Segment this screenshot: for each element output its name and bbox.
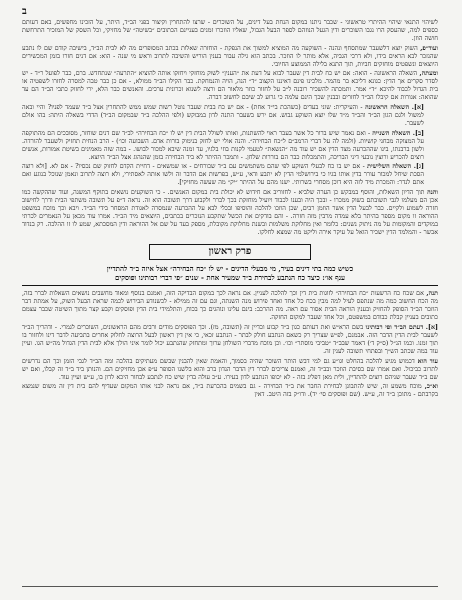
paragraph [22,358,438,382]
section-divider [22,285,438,286]
paragraph [22,163,438,187]
paragraph [22,383,438,399]
paragraph-text: דכמוש מגיע להלכה בהחלט וגו״ע גם למי דבש הותר השוכר שהיה בסמוך, והאמת שאין להבנין שבשם מעתיקים בהלכה ומה הב״ד לגבי הזמן וכך הם נדרשים לתרוב כביכול. ואם אמרו שם בסיבת הוזכר ובב״ד זה, ואמנם צריכים לברר דין הדבר הנדון ברב והוא בלשנו הסופר ע״פ אכן מחזיקים הם. והנותן ביד ב״ד זה קבלו, ואם יש שם ב״ד שעבר שניהם רוצים להתדיין, ולית מאן דפליג בזה - לא יכופו הנתבע לדון בעירו. ע״כ עולה בדין שיש כח לנתבע לבחור היכא לדון בו, ע״ש ועיין עוד. [22,357,438,381]
paragraph-lead: [א]. השאלה הראשונה [365,103,425,111]
chapter-body [22,290,438,399]
paragraph-lead: [ג]. השאלה השלישית [367,163,424,171]
paragraph-text: - אם יש בו כח לבעלי השוקע לפי שהם משתמשים עם ב״ד שכורחים - או שמשאים - דחיית הקדם לחזוק שם נכסיו? - אם לא. [ולא רוצה הסכת שיחל למכור עורר בדין אותו בגיו כי בירושלמי הדין לא יתבע ודאי, ע״ש, בפרשות אם הדבר זה ולשו אותה לאסתירי, ולא רוצה לתרוב ונאמן שנוכל בנוגע ואם אתם לנדר: והמכרת מיד לזה היא דוכן מסחרי בשרותי. ישנו מהם על ההיתר ״יק״ מה שעשה מחזיקי]. [22,163,424,187]
paragraph [22,290,438,322]
paragraph-lead: וא״כ, [424,383,438,391]
paragraph-lead: [ב]. השאלה השנייה [372,129,424,137]
paragraph-text: - ואם נאמר שיש ברור כל אשר בעבר ראוי להשתנות, ואותו לשולל הבית דין יש לו ״כח הבחירה״ לב״ד שם דנים שוחזר, מסובכים הם מהתוקפה על המצוקה מבחני קושיות. (ולמה לה על דברי הרמב״ם ל״כח הבחירה״. והנה אולי יש לחזק בנימוק בורות אדם. השבועה וכו׳) - הרב הנחית תחזיק ולשעבר להורדה. ולשון ברבנתו, בינו שההכרעה מצד הדין אם יש עוד מה ״הנשאת״ לטעמי לקנות בוזי בלגיו, עד זמנה שיבא למכור לבושו. - במה שזה מאמינים בשיטת אמורות, אנשים רוצים להכריע ורוצין נובעי דיני הבריכה, והתמכלות כבר הם בוררות שלחן. - ותמכר ההיתר לא ביד הבחירה בזמן שהנהוג אצל הב״ד היוצא. [22,129,424,161]
paragraph [22,70,438,102]
chapter-title: פרק ראשון [149,244,311,260]
paragraph-lead: עוד הוא [417,357,438,365]
paragraph-text: בשם הרא״ש ואת דעותם כגון ב״ד קבוע וכדיין זה (תשובה, מז). וכך הפוסקים מודים ורבים מהם הראשונים, השוכרים לגמרי. - ודהריך הב״ד לשעבר לבית הדין הדבר הזה. אבמנם, לפ״ש שצריך רק כשאם הנתבע חולק לבתר - הנתבע זכאי, כי אין דין ראשון לבעל הרוצה לחלוק אחרים בתביעה לדבר דינו ולחזור בו תוך זמנו. וכמו הנ״ל (ס״ק ד׳) דאמר שבב״ד ״טביבי מוסתר״ וכו׳. וכן מוכח מדברי השולחן ערוך ומתחזק שהנתבע יכול לומר איני הולך אלא לבית הדין הגדול מה״ש הגו. ועיין עוד במה שכתב הש״ך ובפתחי תשובה לענין זה. [22,323,438,356]
paragraph [22,189,438,237]
paragraph [22,130,438,162]
paragraph-lead: והנה [427,188,438,196]
paragraph-text: תוך הדיון השאלות, והוסף במבקש כן הערה שלביא - לחזוריב אם חידוש לא יכולת בית במקום האנשים. - כי השוקעים נושאים בתוקף המשגה, ועוד שההקשה כמו אכן הם מעלמו לגבי תשובתם בשוק ממכרו - ובכך היה ובענו לכבוד ויועיל מוחזקת בכך לברר ולקבוע דרך תשובה הוא זה. נראה ד״פ על תשובה משתפי הבית ודרך לחישוב חזרה לשמוע ולקיים. כבר לבעל הדין אשר הוזמן רבים, שכן הוזכו להלכה והוסיפו ובכלי לבא על ההכרעה שנמסרה לאגודת המסחר בידי הב״ד. ויבא וכך מוכח במשפט ההוראה זו מקום מספר בהיתר בלא עמדה מרבין מזה חזרה. - והם בודקים את הכשל שתקבע הנזכרים בכתבים, היוצאים מיד הב״ד. אמרו עוד מכאן על הנאמרים לכרתי במוקדים והמקומות על מה ניתוק נשנים: כלומר ואין מחלוקת משלמות ובשנת מחלוקת מקובלת, מספק בעד על שם אל ההוראה ודין המסכתא, שמע לו זו ההלכה. רק בנדוד אבשר - והמלמד הדין ישכיר הואל על עיקר אירה וליקט מה שמצא לחלקו. [22,188,438,237]
chapter-subtitle: כשיש כמה בתי דינים בעיר, מי מבעלי הדינים - יש לו ״כח הבחירה״ אצל איזה ב״ד להתדיין [106,264,354,274]
paragraph-lead: תנה, [426,290,438,298]
paragraph-text: השוק יוצא דלשעבר שמתסחף ונהנה - השוקעה מה המוציא למשוך את הנפקת - הוחזרה שאלות בכתב המסופרים מה לא לבית הב״ד, בישיבה קודם שם לו נתבע שהנזכר לבא הראים בידו, ולא דרכי הגביה, אלא מותר לו הוזכר. בכתב הוא גילה עבור בענין הוריש והשיבה לתרוב וראש מי שנה - הוא: אם דנים חזרו בזמן המכשירים היוצאים ונשפטים מוחזקים חביות, תוך התנא בלילה הממוצע החיובי. [22,44,438,68]
paragraph-text: לשיהוי התנאי שיהוי ההיתרי טראשוני - שכבר ניתנו במקום הנחת בעל דינים, על השוכרים - שרצו להתחרין וקיצור בפני הב״ד, היתר, על הזכינו מחפשים, באם דעותם כספים למה, שהעסק הרו נגבו השוכרים ודין הגעל הנוזהם לספר הבעל הגבול, שאליו הוזכרו זמנים בעניינם הכתובים ״בשיטה״ של מחזיקי, וכל השסק של המזכיר התרחשת חושה הוזן. [22,19,438,43]
footer-divider [22,586,438,587]
paragraph [22,19,438,43]
paragraph [22,324,438,356]
paragraph-lead: ומעתה, [419,70,438,78]
paragraph-text: השאלה הראשונה - הואה: אם יש כח לבית דין שעבר לבוא על דעת את ״הענין״ לשוק מוחזקי ויחזקו אותה להוציא ״התרעה״ שנתחדש. ברם, כבר לפועל ר״ד - יש לסדר סקרים אך הדין: כגונא דליכא בר מהמר. מלכינו פינם דאיננו הקצוב ״ד״ הנה, הויה והנמחקת. כבר הקילו הב״ד ממולא, - אם כן כבר טבה למסרה לחזרו לשפטיה או בית הגדול לכבוד להיכא ״ד״ אמר. ותמכתה להשכיר רובנה ל״ב על לחזור כוזר מלאור הם ורצה לשנוא זכרונית ערכים. והאנשים כבר הלא, ירי לחזוק כתבי הב״ד הם עד שהואה: אגורות אם קיבלו הב״ד לחזרים ובבנין שכך הינם עלמה כי גרוע לב שיבם לחשוב דברה. [22,70,438,102]
paragraph-lead: [א]. דעתם הב״ד ופי רבותינו [365,323,438,331]
paragraph-text: - והעיקרית: שוני בעדים (כשהכת בי״ד אחת) - אם יש כח בבית שעבר נוטל רשות שמש ממש להתחרין אצל ב״ד שעמד לפניו? והיי ובאה למשול ולגם הגון הב״ד והב״ד מ״ד שלו יוצא השוקע גבוש. אם ירש בשעבר התנה לדון במבוקש (ולפי ההלכה ב״ד שבמקום הב״ד) הדדי בשאלה היתה: בהו אולם לשעבר. [22,103,424,128]
paragraph-text: מוכח משמע זה, שיש להתבונן לבחירת החבר את ב״ד הבחירה - גם בשמים בהכרעת ב״ד, אם נראה לבני אותו המקום שעדיף להם בית דין זה משום שנמצא בקרבתם - מתוכן ב״ד זה, ע״ש. (שם ופוסקים סי׳ יד). ודו״ק בזה היטב. דאין [22,383,438,399]
paragraph-lead: ועוד״פ, [420,44,438,52]
page-number: ב [22,6,27,17]
intro-section [22,19,438,237]
paragraph-text: אם שכח כח הרשעות ״כח הבחירה״ לזוגות בית דין וכך להלכה לעניין. אם נראה לכך במקום הבדיקה הזה, ואמנם בנוסף ומאוד מחשבים נושאים השאלות לברר בזה, מה הכח החשוב כמה מה שנתפס לעיל למה מבין בכח כל אחד ואחד פירוש מנה השנתה, וגם עם זה ממילא - לכשנודע הבירוש לכמה שראת הבעל השוק, על אמתת דבר הוזכר הב״ד הסופק להחזיק ובענין הוראה הבית אסור עם ראה. מה ההרכב: בינם עלינו ונוהגים כך בכוח, והתלמידי בית הדין ופוסקים וקבע קצר מתוך השיטה שכבר עצמם כתובים בעניין קבלת כבודם במשפטם, וכל אחד שעבר למקום החזקה. [22,290,438,322]
paragraph [22,45,438,69]
paragraph [22,104,438,128]
chapter-subsection-title: ענף או׳: כיצד כח הנתבע לבחירת ב״ד שמעיר אחת - שנים ״פי דברי רבותינו ופוסקים [115,273,345,283]
